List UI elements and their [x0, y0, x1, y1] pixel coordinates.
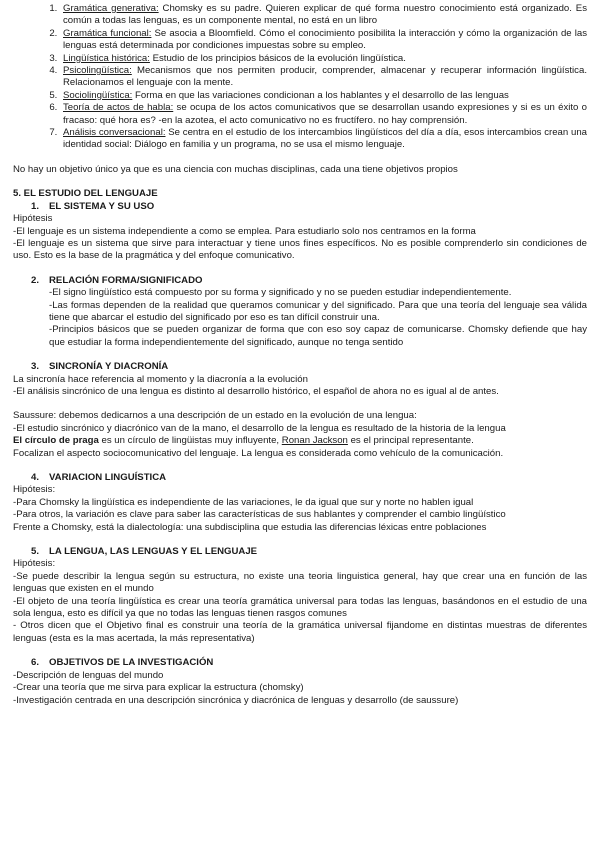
hypothesis-label: Hipótesis [13, 213, 53, 225]
section-title: 5. EL ESTUDIO DEL LENGUAJE [13, 188, 158, 200]
list-item [60, 127, 587, 152]
underlined-name: Ronan Jackson [281, 435, 348, 447]
subsection-number: 5. [31, 546, 40, 558]
paragraph: - Otros dicen que el Objetivo final es construir una teoría de la gramática universal fijandome en distintas muestras de diferentes lenguas (esta es la mas acertada, la más representativa) [13, 620, 587, 644]
paragraph: -Para Chomsky la lingüística es independiente de las variaciones, le da igual que sur y norte no hablen igual [13, 496, 474, 508]
text-run: es un círculo de lingüistas muy influyente, [98, 435, 282, 447]
list-item [60, 3, 587, 28]
list-item-text: se ocupa de los actos comunicativos que se desarrollan usando expresiones y si es un éxito o fracaso: qué hora es? -en la azotea, el acto comunicativo no es fructífero. no hay comprensión. [63, 102, 587, 126]
paragraph: -El análisis sincrónico de una lengua es distinto al desarrollo histórico, el español de ahora no es igual al de antes. [13, 385, 499, 397]
emphasis-text: El círculo de praga [13, 435, 99, 447]
list-item [60, 28, 587, 53]
list-item-term: Teoría de actos de habla: [63, 102, 174, 114]
list-item-text: Forma en que las variaciones condicionan a los hablantes y el desarrollo de las lenguas [132, 89, 509, 101]
paragraph: -Investigación centrada en una descripción sincrónica y diacrónica de lenguas y desarrollo (de saussure) [13, 694, 459, 706]
list-item-text: Chomsky es su padre. Quieren explicar de qué forma nuestro conocimiento está organizado. Es común a todas las lenguas, es un componente mental, no está en un libro [63, 3, 587, 27]
paragraph: Frente a Chomsky, está la dialectología: una subdisciplina que estudia las diferencias léxicas entre poblaciones [13, 521, 487, 533]
paragraph: Saussure: debemos dedicarnos a una descripción de un estado en la evolución de una lengua: [13, 410, 417, 422]
list-item-text: Se asocia a Bloomfield. Cómo el conocimiento posibilita la interacción y cómo la organización de las lenguas está determinada por condiciones impuestas sobre su empleo. [63, 27, 588, 52]
subsection-heading [13, 657, 587, 669]
paragraph [13, 435, 587, 447]
list-item-text: Mecanismos que nos permiten producir, comprender, almacenar y recuperar información lingüística. Relacionamos el lenguaje con la mente. [63, 65, 587, 89]
subsection-heading [13, 472, 587, 484]
list-item-text: Se centra en el estudio de los intercambios lingüísticos del día a día, esos intercambios crean una identidad social: Diálogo en familia y un programa, no se usa el mismo lenguaje. [63, 127, 587, 151]
list-item-term: Lingüística histórica: [63, 52, 150, 64]
subsection-title: LA LENGUA, LAS LENGUAS Y EL LENGUAJE [49, 546, 258, 558]
paragraph: -El signo lingüístico está compuesto por su forma y significado y no se pueden estudiar independientemente. [49, 287, 512, 299]
list-item-term: Psicolingüística: [63, 65, 132, 77]
text-run: es el principal representante. [347, 435, 474, 447]
paragraph: -Se puede describir la lengua según su estructura, no existe una teoria linguistica general, hay que crear una en función de las lenguas que existen en el mundo [13, 570, 587, 595]
list-item-term: Análisis conversacional: [63, 127, 166, 139]
paragraph: -Descripción de lenguas del mundo [13, 669, 164, 681]
subsection-number: 6. [31, 657, 40, 669]
subsection-title: VARIACION LINGUÍSTICA [49, 472, 167, 483]
paragraph: -El estudio sincrónico y diacrónico van de la mano, el desarrollo de la lengua es resultado de la historia de la lengua [13, 422, 506, 434]
subsection-title: SINCRONÍA Y DIACRONÍA [49, 361, 169, 373]
paragraph: La sincronía hace referencia al momento y la diacronía a la evolución [13, 373, 308, 385]
list-item [60, 102, 587, 127]
paragraph: -El lenguaje es un sistema independiente a como se emplea. Para estudiarlo solo nos centramos en la forma [13, 225, 476, 237]
list-item-term: Gramática funcional: [63, 27, 152, 39]
paragraph: -Para otros, la variación es clave para saber las características de sus hablantes y comprender el cambio lingüístico [13, 509, 506, 521]
paragraph: -Las formas dependen de la realidad que queramos comunicar y del significado. Para que una teoría del lenguaje sea válida tiene que abarcar el estudio del significado por eso es tan difícil construir una. [49, 299, 587, 323]
list-item [60, 90, 587, 102]
subsection-number: 2. [31, 274, 40, 286]
list-item [60, 65, 587, 90]
list-item [60, 53, 587, 65]
subsection-heading [13, 361, 587, 373]
paragraph: -Principios básicos que se pueden organizar de forma que con eso soy capaz de comunicarse. Chomsky defiende que hay que estudiar la forma independientemente del significado, aunque no tenga sentido [49, 324, 587, 348]
disciplines-list [13, 3, 587, 152]
hypothesis-label: Hipótesis: [13, 484, 56, 496]
subsection-heading [13, 275, 587, 287]
indented-block [13, 287, 587, 349]
subsection-heading [13, 546, 587, 558]
list-item-text: Estudio de los principios básicos de la evolución lingüística. [149, 52, 406, 64]
paragraph: Focalizan el aspecto sociocomunicativo del lenguaje. La lengua es considerada como vehículo de la comunicación. [13, 447, 504, 459]
intro-paragraph: No hay un objetivo único ya que es una ciencia con muchas disciplinas, cada una tiene objetivos propios [13, 163, 458, 175]
subsection-heading [13, 201, 587, 213]
subsection-title: RELACIÓN FORMA/SIGNIFICADO [49, 274, 203, 286]
list-item-term: Gramática generativa: [63, 3, 159, 14]
subsection-title: EL SISTEMA Y SU USO [49, 200, 155, 212]
subsection-number: 1. [31, 200, 40, 212]
paragraph: -El objeto de una teoría lingüística es crear una teoría gramática universal para todas las lenguas, basándonos en el estudio de una sola lengua, esto es difícil ya que no todas las lenguas tienen rasgos comunes [13, 595, 587, 620]
hypothesis-label: Hipótesis: [13, 558, 56, 570]
subsection-number: 3. [31, 361, 40, 373]
paragraph: -El lenguaje es un sistema que sirve para interactuar y tiene unos fines específicos. No es posible comprenderlo sin condiciones de uso. Esto es la base de la pragmática y del enfoque comunicativo. [13, 237, 587, 262]
subsection-title: OBJETIVOS DE LA INVESTIGACIÓN [49, 657, 214, 669]
list-item-term: Sociolingüística: [63, 89, 133, 101]
paragraph: -Crear una teoría que me sirva para explicar la estructura (chomsky) [13, 682, 304, 694]
subsection-number: 4. [31, 472, 40, 483]
